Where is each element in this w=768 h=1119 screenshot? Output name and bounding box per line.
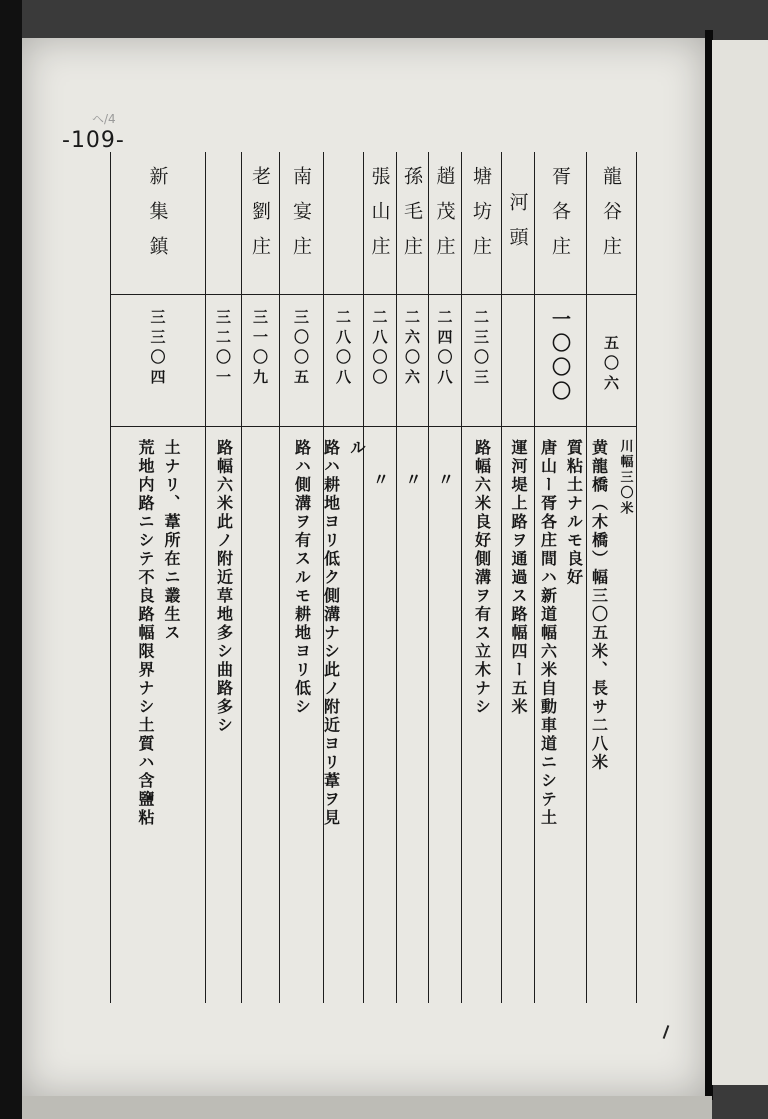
place-name: 南宴庄 bbox=[290, 166, 312, 271]
description-cell bbox=[364, 426, 397, 1003]
place-name-cell bbox=[280, 152, 324, 294]
place-name: 趙茂庄 bbox=[433, 166, 456, 271]
distance-value: 五〇六 bbox=[602, 334, 620, 395]
ditto-mark: 〃 bbox=[403, 470, 422, 487]
description-line: 運河堤上路ヲ通過ス路幅四ー五米 bbox=[509, 438, 528, 716]
place-name: 新集鎮 bbox=[146, 166, 169, 271]
description-line: 黄龍橋（木橋）幅三〇五米、長サ二八米 bbox=[589, 438, 609, 772]
distance-cell bbox=[324, 294, 364, 426]
ditto-mark: 〃 bbox=[370, 470, 390, 487]
place-name: 塘坊庄 bbox=[470, 166, 492, 271]
distance-value: 三三〇四 bbox=[148, 308, 167, 389]
place-name-cell bbox=[242, 152, 280, 294]
place-name-cell bbox=[397, 152, 429, 294]
description-line: 川幅三〇米 bbox=[617, 438, 633, 516]
place-name-cell bbox=[429, 152, 462, 294]
distance-cell bbox=[364, 294, 397, 426]
place-name-row bbox=[111, 152, 637, 294]
page-number: -109- bbox=[62, 128, 125, 153]
place-name-cell bbox=[111, 152, 206, 294]
distance-value: 三一〇九 bbox=[251, 308, 269, 389]
description-cell bbox=[502, 426, 535, 1003]
description-line: 荒地内路ニシテ不良路幅限界ナシ土質ハ含鹽粘 bbox=[136, 438, 155, 827]
description-cell bbox=[429, 426, 462, 1003]
description-cell bbox=[242, 426, 280, 1003]
distance-value: 三〇〇五 bbox=[292, 308, 310, 389]
distance-cell bbox=[535, 294, 587, 426]
place-name-cell bbox=[462, 152, 502, 294]
description-cell bbox=[111, 426, 206, 1003]
route-table bbox=[110, 152, 637, 1003]
place-name-cell bbox=[206, 152, 242, 294]
faint-mark: ヘ/4 bbox=[92, 112, 116, 126]
description-line: 路ハ側溝ヲ有スルモ耕地ヨリ低シ bbox=[292, 438, 312, 716]
description-line: 路幅六米良好側溝ヲ有ス立木ナシ bbox=[472, 438, 492, 716]
distance-cell bbox=[502, 294, 535, 426]
description-line: 路ハ耕地ヨリ低ク側溝ナシ此ノ附近ヨリ葦ヲ見 bbox=[321, 438, 341, 827]
description-line: 質粘土ナルモ良好 bbox=[564, 438, 584, 587]
place-name: 孫毛庄 bbox=[401, 166, 423, 271]
distance-value: 二八〇八 bbox=[334, 308, 352, 389]
place-name-cell bbox=[535, 152, 587, 294]
description-row bbox=[111, 426, 637, 1003]
distance-row bbox=[111, 294, 637, 426]
distance-cell bbox=[280, 294, 324, 426]
place-name: 龍谷庄 bbox=[600, 166, 622, 271]
description-cell bbox=[397, 426, 429, 1003]
description-line: ル bbox=[347, 438, 367, 457]
description-line: 土ナリ、葦所在ニ叢生ス bbox=[162, 438, 181, 642]
distance-value: 二八〇〇 bbox=[370, 308, 389, 389]
distance-value: 一〇〇〇 bbox=[549, 308, 571, 405]
description-line: 唐山ー胥各庄間ハ新道幅六米自動車道ニシテ土 bbox=[538, 438, 558, 827]
place-name: 老劉庄 bbox=[249, 166, 271, 271]
description-cell bbox=[280, 426, 324, 1003]
description-cell bbox=[535, 426, 587, 1003]
distance-cell bbox=[111, 294, 206, 426]
place-name-cell bbox=[364, 152, 397, 294]
scan-bottom-edge bbox=[22, 1096, 712, 1119]
distance-cell bbox=[462, 294, 502, 426]
place-name-cell bbox=[587, 152, 637, 294]
description-cell bbox=[321, 426, 367, 1003]
place-name: 胥各庄 bbox=[549, 166, 571, 271]
distance-cell bbox=[429, 294, 462, 426]
distance-cell bbox=[587, 294, 637, 426]
place-name-cell bbox=[502, 152, 535, 294]
distance-cell bbox=[206, 294, 242, 426]
description-cell bbox=[462, 426, 502, 1003]
place-name: 河頭 bbox=[506, 192, 529, 262]
distance-cell bbox=[242, 294, 280, 426]
adjacent-page bbox=[712, 40, 768, 1085]
distance-value: 二三〇三 bbox=[472, 308, 490, 389]
distance-cell bbox=[397, 294, 429, 426]
distance-value: 二六〇六 bbox=[403, 308, 421, 389]
description-cell bbox=[206, 426, 242, 1003]
place-name-cell bbox=[324, 152, 364, 294]
scan-left-edge bbox=[0, 0, 22, 1119]
place-name: 張山庄 bbox=[368, 166, 391, 271]
description-cell bbox=[587, 426, 637, 1003]
ditto-mark: 〃 bbox=[435, 470, 455, 487]
description-line: 路幅六米此ノ附近草地多シ曲路多シ bbox=[214, 438, 234, 735]
distance-value: 三二〇一 bbox=[214, 308, 232, 389]
distance-value: 二四〇八 bbox=[435, 308, 454, 389]
